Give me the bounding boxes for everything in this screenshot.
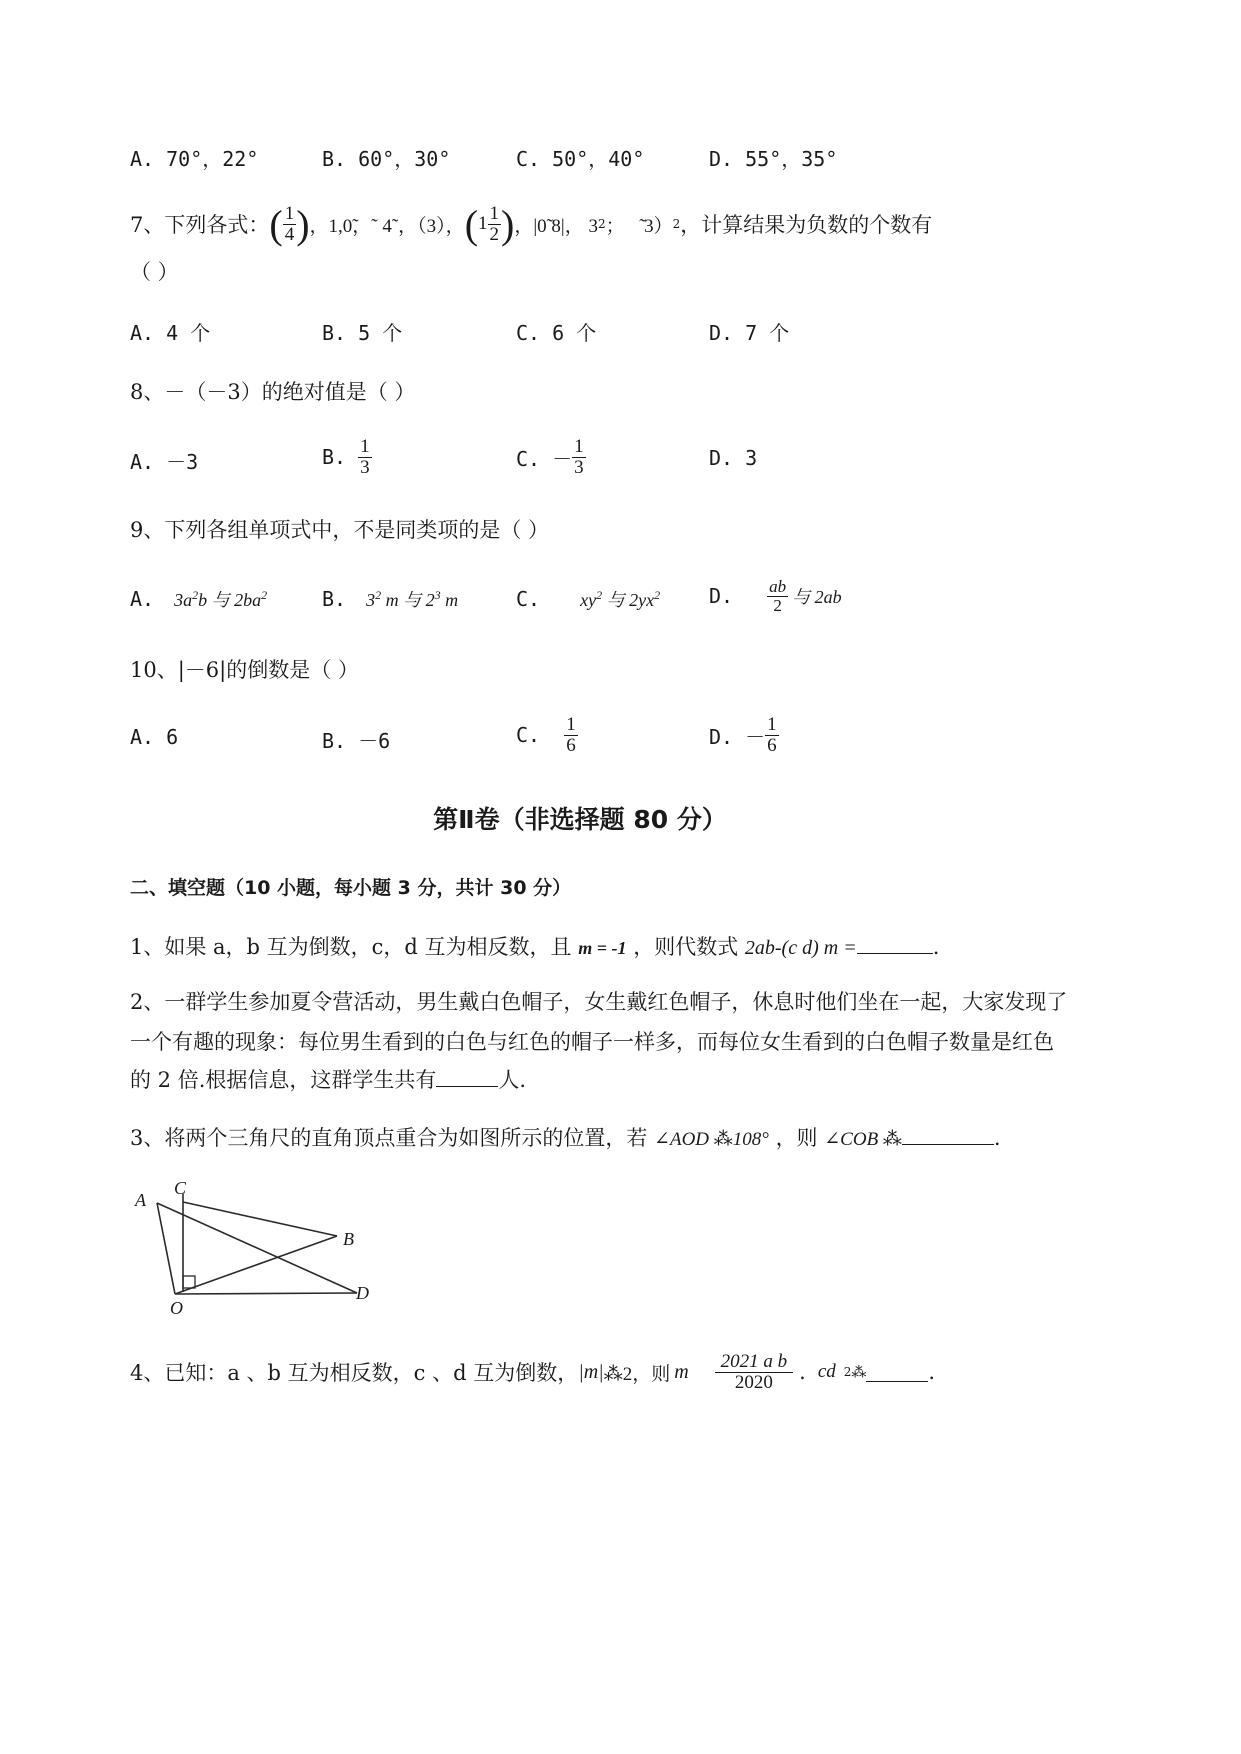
q9-option-a bbox=[130, 586, 267, 612]
q7-sup-1: 2 bbox=[597, 217, 606, 231]
fill-question-4: 4、已知：a 、b 互为相反数，c 、d 互为倒数， |m| ⁂2，则 m $\frac{\text{2021 a b}}{2020}$ . cd 2 ⁂ . bbox=[130, 1350, 936, 1393]
f1-condition: m = -1 bbox=[578, 938, 627, 958]
label-a: A bbox=[135, 1190, 146, 1210]
f2-line-1: 2、一群学生参加夏令营活动，男生戴白色帽子，女生戴红色帽子，休息时他们坐在一起，大家发现了 bbox=[130, 990, 1068, 1014]
q8-option-b-label: B. bbox=[322, 445, 347, 469]
question-8: 8、－（－3）的绝对值是（ ） bbox=[130, 380, 416, 404]
q7-mid-3: ；（̃ 3） bbox=[605, 215, 673, 237]
f4-eq: ⁂2，则 bbox=[603, 1363, 671, 1385]
f4-sup: 2 bbox=[843, 1365, 852, 1379]
q6-option-b: B. 60°，30° bbox=[322, 147, 451, 171]
f3-expression-1: ∠AOD ⁂108° bbox=[654, 1129, 769, 1150]
q9-option-d-fraction: $\frac{ab}{2}$ bbox=[769, 576, 787, 615]
q9-option-c-expr: $xy^2$ 与 $2yx^2$ bbox=[580, 588, 661, 610]
f3-end: . bbox=[993, 1126, 1001, 1150]
q9-option-d-label: D. bbox=[709, 584, 734, 608]
q8-option-d: D. 3 bbox=[709, 446, 758, 470]
f1-end: . bbox=[932, 935, 940, 959]
f1-expression: 2ab-(c d) m = bbox=[744, 937, 857, 959]
q7-fraction-1: $\frac{1}{4}$ bbox=[284, 202, 295, 245]
q7-whole: 1 bbox=[478, 213, 488, 234]
f1-answer-blank[interactable] bbox=[857, 935, 933, 954]
q7-option-d: D. 7 个 bbox=[709, 321, 790, 345]
f4-abs-m: |m| bbox=[578, 1360, 604, 1383]
q10-option-a: A. 6 bbox=[130, 725, 179, 749]
q9-option-a-expr: $3a^2b$ 与 $2ba^2$ bbox=[174, 588, 268, 610]
f4-m: m bbox=[674, 1360, 689, 1383]
q8-option-c bbox=[516, 432, 586, 482]
section-title: 第Ⅱ卷（非选择题 80 分） bbox=[433, 805, 727, 834]
f3-mid: ，则 bbox=[775, 1126, 818, 1150]
f4-tail-2: ⁂ bbox=[851, 1364, 867, 1381]
q6-option-c: C. 50°，40° bbox=[516, 147, 645, 171]
q10-option-c bbox=[516, 710, 578, 760]
q7-suffix: ，计算结果为负数的个数有 bbox=[680, 213, 933, 237]
f4-text: 4、已知：a 、b 互为相反数，c 、d 互为倒数， bbox=[130, 1361, 579, 1385]
f2-line-2: 一个有趣的现象：每位男生看到的白色与红色的帽子一样多，而每位女生看到的白色帽子数量是红色 bbox=[130, 1030, 1054, 1054]
q8-option-c-fraction: $\frac{1}{3}$ bbox=[574, 435, 584, 478]
fill-question-1 bbox=[130, 931, 939, 961]
f3-expression-2: ∠COB ⁂ bbox=[824, 1129, 902, 1150]
q7-paren-right: ) bbox=[296, 201, 310, 247]
f4-end: . bbox=[928, 1360, 936, 1384]
label-c: C bbox=[174, 1178, 187, 1198]
triangle-figure bbox=[125, 1172, 385, 1322]
q8-option-a: A. －3 bbox=[130, 450, 199, 474]
q9-option-b-expr: $3^2$ m 与 $2^3$ m bbox=[366, 588, 459, 610]
q10-option-c-label: C. bbox=[516, 723, 541, 747]
f2-line-3-text: 的 2 倍.根据信息，这群学生共有 bbox=[130, 1068, 437, 1092]
q6-option-d: D. 55°，35° bbox=[709, 147, 838, 171]
fill-question-3 bbox=[130, 1122, 1001, 1152]
f3-text: 3、将两个三角尺的直角顶点重合为如图所示的位置，若 bbox=[130, 1126, 648, 1150]
line-ob bbox=[175, 1236, 337, 1294]
line-ao bbox=[157, 1203, 175, 1294]
f4-fraction: $\frac{\text{2021 a b}}{2020}$ bbox=[715, 1352, 794, 1393]
label-d: D bbox=[356, 1283, 369, 1303]
q10-option-d bbox=[709, 710, 779, 760]
question-7 bbox=[130, 196, 932, 252]
q6-option-a: A. 70°，22° bbox=[130, 147, 259, 171]
q9-option-b bbox=[322, 586, 458, 612]
f1-text: 1、如果 a，b 互为倒数，c，d 互为相反数，且 bbox=[130, 935, 572, 959]
q7-sup-2: 2 bbox=[672, 217, 681, 231]
q9-option-a-label: A. bbox=[130, 587, 155, 611]
q9-option-d-end: 与 2ab bbox=[792, 587, 842, 607]
q9-option-c bbox=[516, 586, 660, 612]
label-o: O bbox=[170, 1298, 183, 1318]
f4-tail: cd bbox=[817, 1361, 836, 1382]
f3-answer-blank[interactable] bbox=[902, 1126, 994, 1145]
question-10: 10、|－6|的倒数是（ ） bbox=[130, 658, 359, 682]
q10-option-d-fraction: $\frac{1}{6}$ bbox=[767, 713, 777, 756]
line-od bbox=[175, 1293, 357, 1294]
f2-line-3 bbox=[130, 1064, 526, 1094]
q9-option-d bbox=[709, 572, 842, 620]
q9-option-c-label: C. bbox=[516, 587, 541, 611]
q7-mid-2: ，|0̃ 8|， 3 bbox=[514, 215, 598, 237]
q7-fraction-2: $\frac{1}{2}$ bbox=[489, 202, 500, 245]
label-b: B bbox=[343, 1229, 354, 1249]
right-angle-mark bbox=[183, 1276, 195, 1288]
section-subtitle: 二、填空题（10 小题，每小题 3 分，共计 30 分） bbox=[130, 877, 572, 899]
question-9: 9、下列各组单项式中，不是同类项的是（ ） bbox=[130, 518, 550, 542]
q8-option-b-fraction: $\frac{1}{3}$ bbox=[360, 435, 370, 478]
q10-option-d-label: D. － bbox=[709, 724, 766, 749]
q10-option-b: B. －6 bbox=[322, 729, 391, 753]
q8-option-b bbox=[322, 432, 372, 482]
line-cb bbox=[183, 1202, 337, 1236]
q7-mid-1: ，1,0̃，˜ 4˜，（3）， bbox=[309, 215, 465, 237]
f2-end: 人. bbox=[498, 1068, 527, 1092]
f4-answer-blank[interactable] bbox=[866, 1363, 928, 1382]
q7-option-c: C. 6 个 bbox=[516, 321, 597, 345]
q7-paren-left: ( bbox=[269, 201, 283, 247]
q9-option-b-label: B. bbox=[322, 587, 347, 611]
q7-option-a: A. 4 个 bbox=[130, 321, 211, 345]
line-ad bbox=[157, 1203, 357, 1293]
q7-paren-left-2: ( bbox=[464, 201, 479, 247]
f2-answer-blank[interactable] bbox=[436, 1068, 498, 1087]
q10-option-c-fraction: $\frac{1}{6}$ bbox=[566, 713, 576, 756]
q7-answer-paren: （ ） bbox=[130, 260, 179, 284]
f1-text-2: ，则代数式 bbox=[633, 935, 739, 959]
q8-option-c-label: C. － bbox=[516, 446, 573, 471]
q7-prefix: 7、下列各式： bbox=[130, 213, 270, 237]
q7-paren-right-2: ) bbox=[501, 201, 515, 247]
q7-option-b: B. 5 个 bbox=[322, 321, 403, 345]
